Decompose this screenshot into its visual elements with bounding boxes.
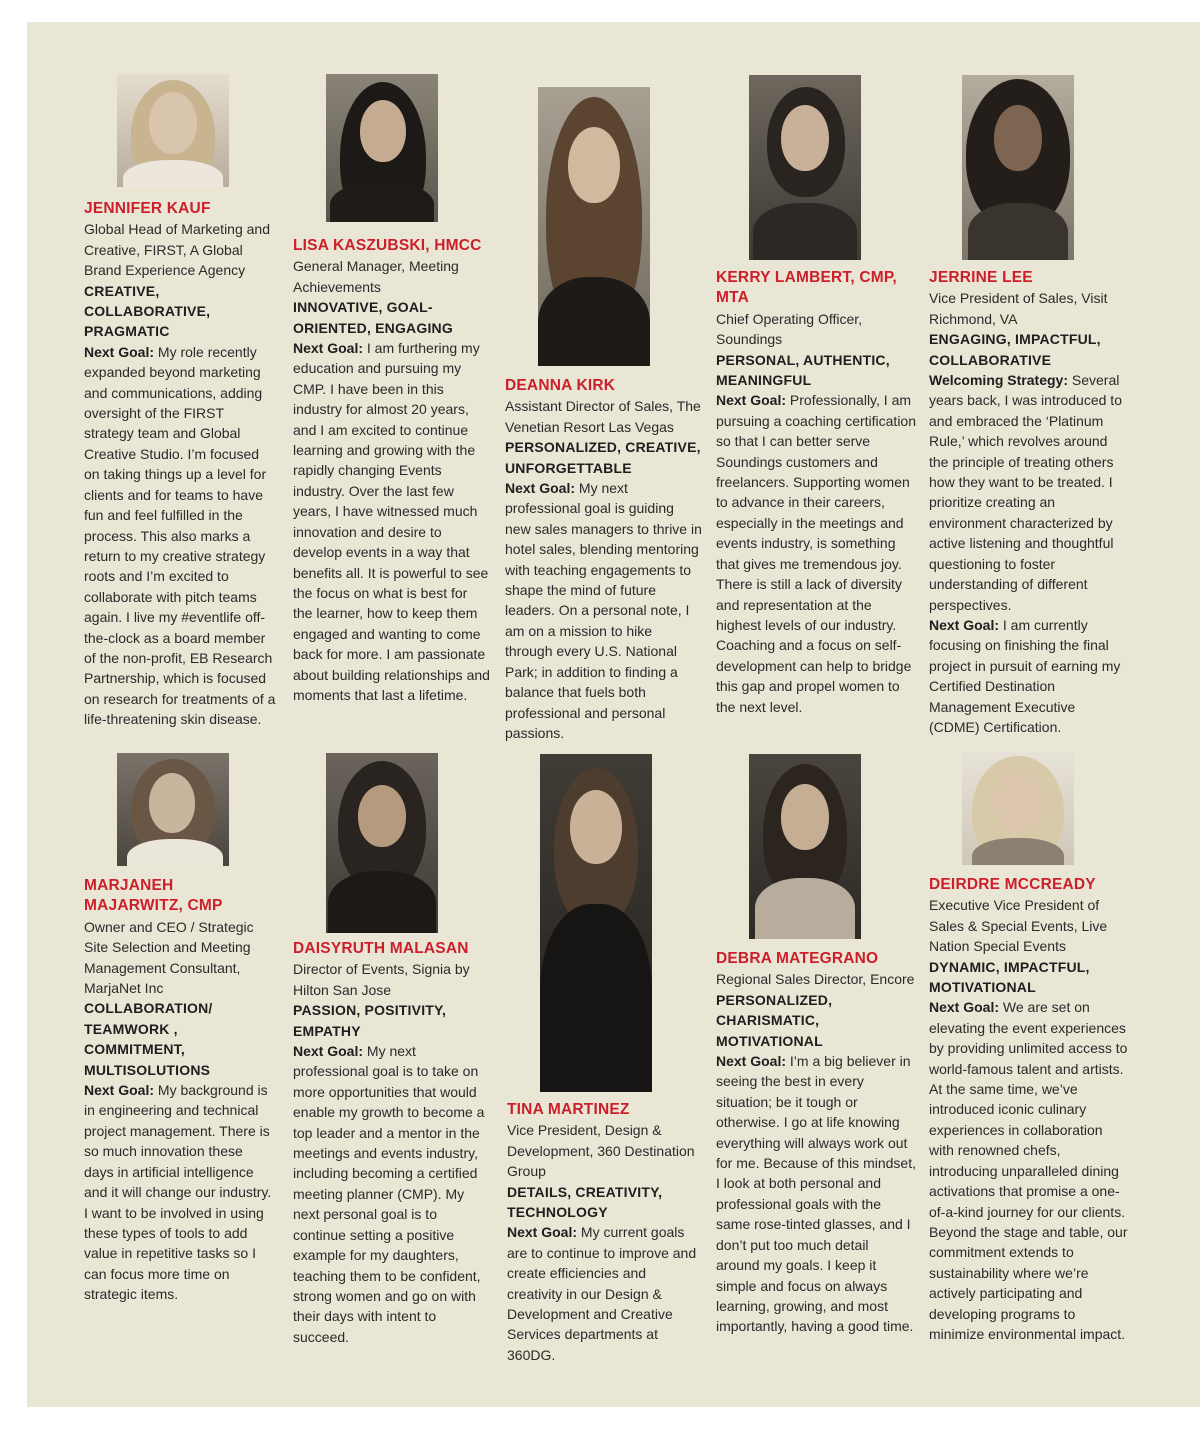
portrait-photo [117,753,229,866]
portrait-photo [962,752,1074,865]
profile-name: DAISYRUTH MALASAN [293,940,469,957]
profile-name: TINA MARTINEZ [507,1101,630,1118]
goal-text: I am furthering my education and pursuing my CMP. I have been in this industry for almost 20 years, and I am excited to continue learning and growing with the rapidly changing Events industry. Over the last few years, I have witnessed much innovation and desire to develop events in a way that benefits all. It is powerful to see the focus on what is best for the learner, how to keep them engaged and wanting to come back for more. I am passionate about building relationships and moments that last a lifetime. [293,340,490,703]
profile-title: Vice President of Sales, Visit Richmond, VA [929,290,1108,327]
portrait-photo [749,754,861,939]
profile-name: MARJANEH MAJARWITZ, CMP [84,877,223,915]
profile-jennifer-kauf [84,74,276,730]
profile-traits: ENGAGING, IMPACTFUL, COLLABORATIVE [929,331,1101,368]
goal-label: Next Goal: [505,480,576,497]
profile-traits: PERSONALIZED, CREATIVE, UNFORGETTABLE [505,439,701,476]
portrait-photo [749,75,861,260]
goal-label: Next Goal: [293,340,364,357]
portrait-photo [540,754,652,1092]
goal-label: Next Goal: [293,1043,364,1060]
profile-traits: DETAILS, CREATIVITY, TECHNOLOGY [507,1183,663,1221]
profile-traits: PERSONALIZED, CHARISMATIC, MOTIVATIONAL [716,991,833,1049]
goal-text: My role recently expanded beyond marketing and communications, adding oversight of the FIRST strategy team and Global Creative Studio. I’m focused on taking things up a level for clients and for teams to have fun and feel fulfilled in the process. This also marks a return to my creative strategy roots and I’m excited to collaborate with pitch teams again. I live my #eventlife off-the-clock as a board member of the non-profit, EB Research Partnership, which is focused on research for treatments of a life-threatening skin disease. [84,343,276,728]
profile-goal [293,338,490,705]
strategy-label: Welcoming Strategy: [929,372,1068,389]
profile-traits: INNOVATIVE, GOAL-ORIENTED, ENGAGING [293,299,453,336]
profile-goal [929,997,1129,1344]
profile-name: KERRY LAMBERT, CMP, MTA [716,269,897,307]
goal-text: My next professional goal is guiding new sales managers to thrive in hotel sales, blending mentoring with teaching engagements to shape the mind of future leaders. On a personal note, I am on a mission to hike through every U.S. National Park; in addition to finding a balance that fuels both professional and personal passions. [505,480,702,741]
profile-debra-mategrano [716,754,916,1337]
profile-goal [716,1051,916,1337]
profile-title: Assistant Director of Sales, The Venetian Resort Las Vegas [505,398,701,435]
profile-title: Director of Events, Signia by Hilton San Jose [293,961,470,998]
portrait-photo [326,753,438,933]
profile-title: Owner and CEO / Strategic Site Selection and Meeting Management Consultant, MarjaNet Inc [84,918,254,997]
profile-name: DEBRA MATEGRANO [716,950,879,967]
profile-goal [507,1222,703,1365]
profile-title: Executive Vice President of Sales & Special Events, Live Nation Special Events [929,897,1108,955]
goal-text: My background is in engineering and technical project management. There is so much innovation these days in artificial intelligence and it will change our industry. I want to be involved in using these types of tools to add value in repetitive tasks so I can focus more time on strategic items. [84,1082,272,1303]
profile-goal [84,1080,276,1304]
profile-name: DEIRDRE MCCREADY [929,876,1096,893]
profile-daisyruth-malasan [293,753,490,1347]
profile-goal [716,390,916,717]
goal-label: Next Goal: [716,1053,787,1070]
goal-text: My next professional goal is to take on more opportunities that would enable my growth to become a top leader and a mentor in the meetings and events industry, including becoming a certified meeting planner (CMP). My next personal goal is to continue setting a positive example for my daughters, teaching them to be confident, strong women and go on with their days with intent to succeed. [293,1043,485,1345]
profile-goal [293,1041,490,1347]
strategy-text: Several years back, I was introduced to and embraced the ‘Platinum Rule,’ which revolves around the principle of treating others how they want to be treated. I prioritize creating an environment characterized by active listening and thoughtful questioning to foster understanding of different perspectives. [929,372,1122,613]
profile-deirdre-mccready [929,752,1129,1344]
goal-label: Next Goal: [929,999,1000,1016]
goal-label: Next Goal: [84,343,155,360]
profile-tina-martinez [507,754,703,1365]
goal-text: My current goals are to continue to improve and create efficiencies and creativity in our Design & Development and Creative Services departments at 360DG. [507,1224,697,1363]
profile-title: Chief Operating Officer, Soundings [716,310,863,348]
profile-lisa-kaszubski [293,74,490,705]
profile-name: DEANNA KIRK [505,377,616,394]
goal-text: I am currently focusing on finishing the final project in pursuit of earning my Certified Destination Management Executive (CDME) Certification. [929,616,1121,735]
goal-label: Next Goal: [929,616,1000,633]
goal-label: Next Goal: [507,1224,578,1241]
profile-goal [505,478,703,743]
profile-title: Global Head of Marketing and Creative, FIRST, A Global Brand Experience Agency [84,221,270,279]
profile-kerry-lambert [716,75,916,717]
profile-traits: PERSONAL, AUTHENTIC, MEANINGFUL [716,351,890,389]
profile-traits: CREATIVE, COLLABORATIVE, PRAGMATIC [84,282,211,340]
portrait-photo [326,74,438,222]
profile-goal [929,615,1129,737]
profile-name: JERRINE LEE [929,269,1033,286]
portrait-photo [962,75,1074,260]
profile-deanna-kirk [505,87,703,743]
profile-name: LISA KASZUBSKI, HMCC [293,237,482,254]
profile-title: Regional Sales Director, Encore [716,971,915,988]
profile-title: General Manager, Meeting Achievements [293,258,459,295]
profile-strategy [929,370,1129,615]
goal-text: Professionally, I am pursuing a coaching certification so that I can better serve Soundings customers and freelancers. Supporting women to advance in their careers, especially in the meetings and events industry, is something that gives me tremendous joy. There is still a lack of diversity and representation at the highest levels of our industry. Coaching and a focus on self-development can help to bridge this gap and propel women to the next level. [716,392,917,715]
profile-traits: COLLABORATION/ TEAMWORK , COMMITMENT, MULTISOLUTIONS [84,1000,213,1078]
profile-marjaneh-majarwitz [84,753,276,1305]
profile-traits: DYNAMIC, IMPACTFUL, MOTIVATIONAL [929,958,1090,996]
portrait-photo [538,87,650,366]
profile-traits: PASSION, POSITIVITY, EMPATHY [293,1002,447,1039]
goal-text: We are set on elevating the event experiences by providing unlimited access to world-famous talent and artists. At the same time, we’ve introduced iconic culinary experiences in collaboration with renowned chefs, introducing unparalleled dining activations that promise a one-of-a-kind journey for our clients. Beyond the stage and table, our commitment extends to sustainability where we’re actively participating and developing programs to minimize environmental impact. [929,999,1128,1342]
goal-label: Next Goal: [84,1082,155,1099]
profile-title: Vice President, Design & Development, 360 Destination Group [507,1122,695,1180]
goal-label: Next Goal: [716,392,787,409]
profile-name: JENNIFER KAUF [84,200,211,217]
profile-jerrine-lee [929,75,1129,737]
portrait-photo [117,74,229,187]
goal-text: I’m a big believer in seeing the best in every situation; be it tough or otherwise. I go at life knowing everything will always work out for me. Because of this mindset, I look at both personal and professional goals with the same rose-tinted glasses, and I don’t put too much detail around my goals. I keep it simple and focus on always learning, growing, and most importantly, having a good time. [716,1053,916,1335]
profile-goal [84,342,276,730]
